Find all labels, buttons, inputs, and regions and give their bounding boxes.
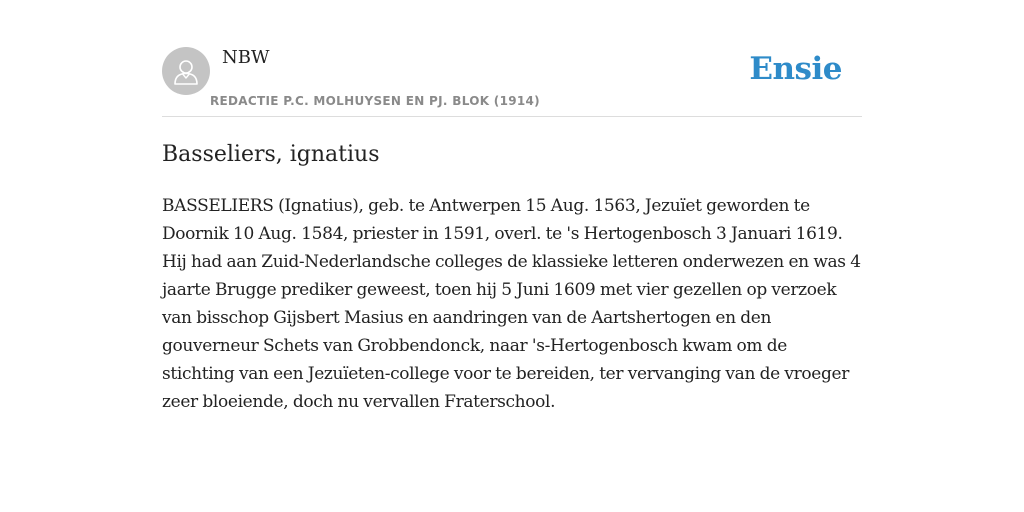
user-icon [173,57,199,85]
source-subtitle: REDACTIE P.C. MOLHUYSEN EN PJ. BLOK (1914) [210,94,540,108]
article-title: Basseliers, ignatius [162,142,380,167]
source-header [162,0,862,117]
avatar[interactable] [162,47,210,95]
page-content [162,0,862,412]
source-name[interactable]: NBW [222,47,270,68]
article-body: BASSELIERS (Ignatius), geb. te Antwerpen 15 Aug. 1563, Jezuïet geworden te Doornik 10 Aug. 1584, priester in 1591, overl. te 's Hertogenbosch 3 Januari 1619. Hij had aan Zuid-Nederlandsche colleges de klassieke letteren onderwezen en was 4 jaarte Brugge prediker geweest, toen hij 5 Juni 1609 met vier gezellen op verzoek van bisschop Gijsbert Masius en aandringen van de Aartshertogen en den gouverneur Schets van Grobbendonck, naar 's-Hertogenbosch kwam om de stichting van een Jezuïeten-college voor te bereiden, ter vervanging van de vroeger zeer bloeiende, doch nu vervallen Fraterschool. [162,196,861,412]
brand-logo[interactable]: Ensie [749,51,842,87]
